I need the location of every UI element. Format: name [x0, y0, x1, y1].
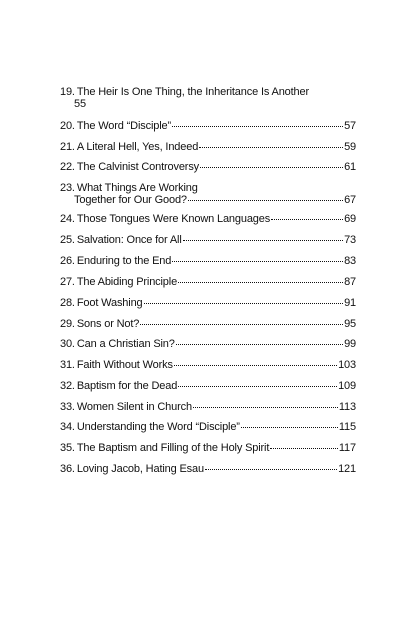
- toc-entry-page: 109: [338, 380, 356, 392]
- toc-entry-page: 113: [338, 401, 356, 413]
- toc-entry-title: Sons or Not?: [76, 318, 140, 330]
- toc-entry-title: The Calvinist Controversy: [76, 161, 200, 173]
- dot-leader: [174, 365, 337, 366]
- toc-entry-number: 30.: [60, 338, 75, 350]
- dot-leader: [270, 448, 338, 449]
- toc-entry-page: 55: [74, 98, 86, 110]
- toc-entry-title: A Literal Hell, Yes, Indeed: [76, 141, 199, 153]
- toc-entry-28[interactable]: [60, 297, 356, 309]
- toc-entry-number: 29.: [60, 318, 75, 330]
- toc-entry-number: 32.: [60, 380, 75, 392]
- toc-entry-page: 87: [344, 276, 356, 288]
- toc-entry-title: Can a Christian Sin?: [76, 338, 175, 350]
- toc-entry-21[interactable]: [60, 141, 356, 153]
- toc-entry-number: 23.: [60, 182, 75, 194]
- toc-entry-title: The Word “Disciple”: [76, 120, 171, 132]
- toc-entry-page: 73: [344, 234, 356, 246]
- toc-entry-title: What Things Are Working: [76, 182, 198, 194]
- toc-entry-title: Women Silent in Church: [76, 401, 192, 413]
- toc-entry-number: 31.: [60, 359, 75, 371]
- toc-entry-title: Baptism for the Dead: [76, 380, 178, 392]
- toc-entry-24[interactable]: [60, 213, 356, 225]
- toc-entry-title: Those Tongues Were Known Languages: [76, 213, 271, 225]
- dot-leader: [178, 386, 337, 387]
- toc-entry-page: 117: [338, 442, 356, 454]
- toc-entry-number: 27.: [60, 276, 75, 288]
- dot-leader: [140, 324, 343, 325]
- dot-leader: [200, 167, 343, 168]
- toc-entry-number: 36.: [60, 463, 75, 475]
- toc-entry-continuation: [60, 98, 356, 110]
- toc-entry-title: The Heir Is One Thing, the Inheritance Is Another: [76, 86, 309, 98]
- toc-entry-number: 34.: [60, 421, 75, 433]
- toc-entry-page: 83: [344, 255, 356, 267]
- toc-entry-34[interactable]: [60, 421, 356, 433]
- toc-entry-25[interactable]: [60, 234, 356, 246]
- toc-entry-number: 20.: [60, 120, 75, 132]
- dot-leader: [144, 303, 344, 304]
- toc-entry-number: 21.: [60, 141, 75, 153]
- toc-entry-title: Foot Washing: [76, 297, 143, 309]
- toc-entry-35[interactable]: [60, 442, 356, 454]
- toc-entry-title: Faith Without Works: [76, 359, 173, 371]
- toc-entry-30[interactable]: [60, 338, 356, 350]
- toc-entry-page: 61: [344, 161, 356, 173]
- dot-leader: [188, 200, 343, 201]
- toc-entry-19[interactable]: [60, 86, 356, 110]
- toc-entry-page: 103: [338, 359, 356, 371]
- toc-entry-title: Understanding the Word “Disciple”: [76, 421, 240, 433]
- toc-entry-number: 22.: [60, 161, 75, 173]
- toc-entry-title: Loving Jacob, Hating Esau: [76, 463, 204, 475]
- toc-entry-32[interactable]: [60, 380, 356, 392]
- toc-entry-title: The Abiding Principle: [76, 276, 178, 288]
- toc-entry-page: 91: [344, 297, 356, 309]
- toc-entry-page: 69: [344, 213, 356, 225]
- toc-entry-20[interactable]: [60, 120, 356, 132]
- toc-entry-31[interactable]: [60, 359, 356, 371]
- toc-entry-22[interactable]: [60, 161, 356, 173]
- dot-leader: [193, 407, 338, 408]
- dot-leader: [176, 344, 343, 345]
- dot-leader: [183, 240, 343, 241]
- toc-entry-number: 35.: [60, 442, 75, 454]
- toc-entry-page: 121: [338, 463, 356, 475]
- toc-entry-36[interactable]: [60, 463, 356, 475]
- dot-leader: [199, 147, 343, 148]
- toc-entry-29[interactable]: [60, 318, 356, 330]
- toc-entry-number: 25.: [60, 234, 75, 246]
- toc-entry-title: The Baptism and Filling of the Holy Spirit: [76, 442, 270, 454]
- toc-entry-26[interactable]: [60, 255, 356, 267]
- toc-entry-page: 115: [338, 421, 356, 433]
- toc-entry-title: Salvation: Once for All: [76, 234, 182, 246]
- toc-entry-page: 95: [344, 318, 356, 330]
- dot-leader: [241, 427, 338, 428]
- toc-entry-title: Enduring to the End: [76, 255, 172, 267]
- toc-entry-page: 99: [344, 338, 356, 350]
- toc-entry-page: 57: [344, 120, 356, 132]
- toc-entry-page: 59: [344, 141, 356, 153]
- dot-leader: [205, 469, 337, 470]
- dot-leader: [172, 261, 343, 262]
- toc-entry-number: 33.: [60, 401, 75, 413]
- toc-entry-title-continuation: Together for Our Good?: [74, 194, 187, 206]
- toc-entry-27[interactable]: [60, 276, 356, 288]
- dot-leader: [178, 282, 343, 283]
- toc-entry-number: 26.: [60, 255, 75, 267]
- toc-entry-number: 28.: [60, 297, 75, 309]
- toc-entry-page: 67: [344, 194, 356, 206]
- toc-entry-number: 19.: [60, 86, 75, 98]
- dot-leader: [271, 219, 343, 220]
- dot-leader: [172, 126, 343, 127]
- toc-entry-number: 24.: [60, 213, 75, 225]
- toc-entry-23[interactable]: [60, 182, 356, 206]
- toc-entry-33[interactable]: [60, 401, 356, 413]
